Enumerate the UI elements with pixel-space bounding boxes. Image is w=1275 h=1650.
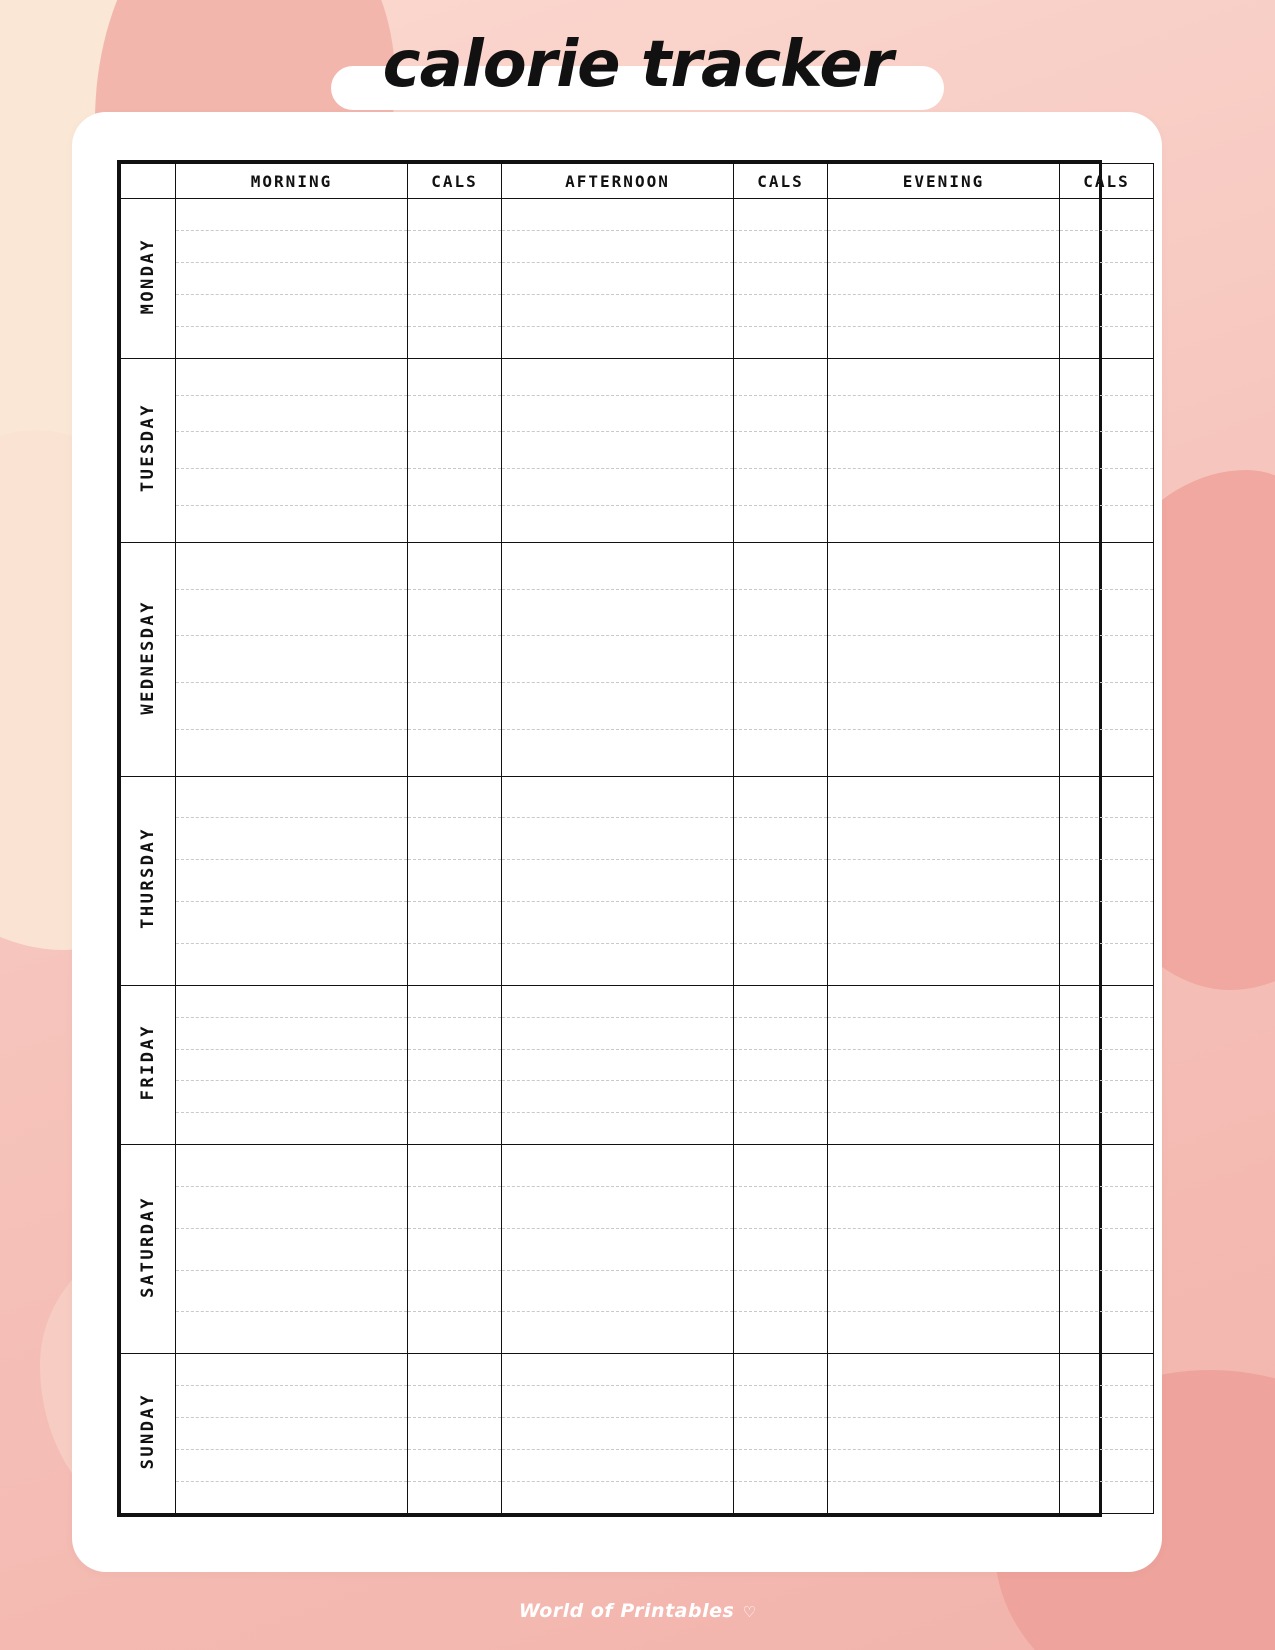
ruled-lines (176, 1354, 407, 1513)
entry-cell-thursday-evening[interactable] (828, 776, 1060, 985)
ruled-lines (1060, 199, 1153, 358)
calorie-tracker-table-container (117, 160, 1130, 1517)
entry-cell-friday-cals-evening[interactable] (1060, 985, 1154, 1145)
ruled-lines (828, 1145, 1059, 1353)
entry-cell-tuesday-cals-evening[interactable] (1060, 358, 1154, 542)
entry-cell-wednesday-morning[interactable] (176, 542, 408, 776)
day-label-cell-friday (121, 985, 176, 1145)
ruled-lines (408, 1354, 501, 1513)
ruled-lines (502, 543, 733, 776)
day-label: SATURDAY (138, 1195, 158, 1298)
column-header-cals-morning: CALS (408, 164, 502, 199)
ruled-lines (828, 199, 1059, 358)
ruled-lines (828, 777, 1059, 985)
table-row (121, 776, 1154, 985)
ruled-lines (176, 359, 407, 542)
ruled-lines (734, 777, 827, 985)
entry-cell-wednesday-afternoon[interactable] (502, 542, 734, 776)
ruled-lines (176, 543, 407, 776)
table-corner-cell (121, 164, 176, 199)
ruled-lines (408, 199, 501, 358)
entry-cell-sunday-afternoon[interactable] (502, 1354, 734, 1514)
entry-cell-tuesday-afternoon[interactable] (502, 358, 734, 542)
entry-cell-thursday-cals-morning[interactable] (408, 776, 502, 985)
footer-brand: World of Printables (518, 1600, 735, 1622)
day-label: TUESDAY (138, 403, 158, 493)
day-label: FRIDAY (138, 1024, 158, 1101)
ruled-lines (176, 1145, 407, 1353)
ruled-lines (1060, 359, 1153, 542)
table-row (121, 199, 1154, 359)
ruled-lines (828, 1354, 1059, 1513)
entry-cell-thursday-cals-evening[interactable] (1060, 776, 1154, 985)
ruled-lines (734, 1145, 827, 1353)
ruled-lines (408, 777, 501, 985)
column-header-afternoon: AFTERNOON (502, 164, 734, 199)
entry-cell-sunday-evening[interactable] (828, 1354, 1060, 1514)
entry-cell-sunday-morning[interactable] (176, 1354, 408, 1514)
entry-cell-sunday-cals-morning[interactable] (408, 1354, 502, 1514)
ruled-lines (502, 199, 733, 358)
entry-cell-saturday-cals-morning[interactable] (408, 1145, 502, 1354)
ruled-lines (176, 199, 407, 358)
ruled-lines (502, 1354, 733, 1513)
entry-cell-saturday-evening[interactable] (828, 1145, 1060, 1354)
table-row (121, 358, 1154, 542)
entry-cell-monday-evening[interactable] (828, 199, 1060, 359)
table-header (121, 164, 1154, 199)
entry-cell-monday-cals-morning[interactable] (408, 199, 502, 359)
entry-cell-thursday-afternoon[interactable] (502, 776, 734, 985)
page-title: calorie tracker (382, 28, 893, 102)
day-label: MONDAY (138, 237, 158, 315)
ruled-lines (502, 986, 733, 1145)
entry-cell-sunday-cals-evening[interactable] (1060, 1354, 1154, 1514)
entry-cell-tuesday-evening[interactable] (828, 358, 1060, 542)
ruled-lines (1060, 777, 1153, 985)
ruled-lines (828, 986, 1059, 1145)
column-header-morning: MORNING (176, 164, 408, 199)
ruled-lines (408, 986, 501, 1145)
ruled-lines (734, 1354, 827, 1513)
ruled-lines (408, 1145, 501, 1353)
day-label: THURSDAY (138, 827, 158, 930)
footer (0, 1600, 1275, 1622)
ruled-lines (502, 359, 733, 542)
ruled-lines (734, 986, 827, 1145)
ruled-lines (408, 543, 501, 776)
entry-cell-saturday-afternoon[interactable] (502, 1145, 734, 1354)
ruled-lines (1060, 1354, 1153, 1513)
entry-cell-friday-cals-afternoon[interactable] (734, 985, 828, 1145)
ruled-lines (408, 359, 501, 542)
entry-cell-saturday-cals-afternoon[interactable] (734, 1145, 828, 1354)
day-label: SUNDAY (138, 1392, 158, 1470)
ruled-lines (828, 359, 1059, 542)
table-row (121, 1354, 1154, 1514)
ruled-lines (1060, 986, 1153, 1145)
column-header-evening: EVENING (828, 164, 1060, 199)
entry-cell-tuesday-cals-afternoon[interactable] (734, 358, 828, 542)
day-label-cell-sunday (121, 1354, 176, 1514)
ruled-lines (828, 543, 1059, 776)
page-title-area (0, 28, 1275, 109)
entry-cell-tuesday-morning[interactable] (176, 358, 408, 542)
ruled-lines (734, 359, 827, 542)
entry-cell-monday-morning[interactable] (176, 199, 408, 359)
entry-cell-tuesday-cals-morning[interactable] (408, 358, 502, 542)
column-header-cals-afternoon: CALS (734, 164, 828, 199)
entry-cell-thursday-cals-afternoon[interactable] (734, 776, 828, 985)
ruled-lines (1060, 543, 1153, 776)
entry-cell-thursday-morning[interactable] (176, 776, 408, 985)
entry-cell-monday-cals-evening[interactable] (1060, 199, 1154, 359)
heart-icon: ♡ (742, 1604, 757, 1621)
entry-cell-saturday-morning[interactable] (176, 1145, 408, 1354)
table-header-row (121, 164, 1154, 199)
ruled-lines (734, 543, 827, 776)
entry-cell-monday-cals-afternoon[interactable] (734, 199, 828, 359)
entry-cell-wednesday-cals-morning[interactable] (408, 542, 502, 776)
entry-cell-wednesday-cals-evening[interactable] (1060, 542, 1154, 776)
ruled-lines (734, 199, 827, 358)
day-label-cell-thursday (121, 776, 176, 985)
day-label: WEDNESDAY (138, 599, 158, 715)
ruled-lines (176, 986, 407, 1145)
day-label-cell-monday (121, 199, 176, 359)
title-pill (331, 28, 945, 109)
table-row (121, 542, 1154, 776)
day-label-cell-tuesday (121, 358, 176, 542)
entry-cell-friday-morning[interactable] (176, 985, 408, 1145)
entry-cell-friday-cals-morning[interactable] (408, 985, 502, 1145)
table-row (121, 985, 1154, 1145)
ruled-lines (502, 777, 733, 985)
calorie-tracker-table (120, 163, 1154, 1514)
entry-cell-friday-afternoon[interactable] (502, 985, 734, 1145)
table-row (121, 1145, 1154, 1354)
column-header-cals-evening: CALS (1060, 164, 1154, 199)
table-body (121, 199, 1154, 1514)
ruled-lines (176, 777, 407, 985)
entry-cell-sunday-cals-afternoon[interactable] (734, 1354, 828, 1514)
ruled-lines (1060, 1145, 1153, 1353)
entry-cell-monday-afternoon[interactable] (502, 199, 734, 359)
entry-cell-saturday-cals-evening[interactable] (1060, 1145, 1154, 1354)
ruled-lines (502, 1145, 733, 1353)
entry-cell-friday-evening[interactable] (828, 985, 1060, 1145)
entry-cell-wednesday-evening[interactable] (828, 542, 1060, 776)
entry-cell-wednesday-cals-afternoon[interactable] (734, 542, 828, 776)
day-label-cell-saturday (121, 1145, 176, 1354)
day-label-cell-wednesday (121, 542, 176, 776)
